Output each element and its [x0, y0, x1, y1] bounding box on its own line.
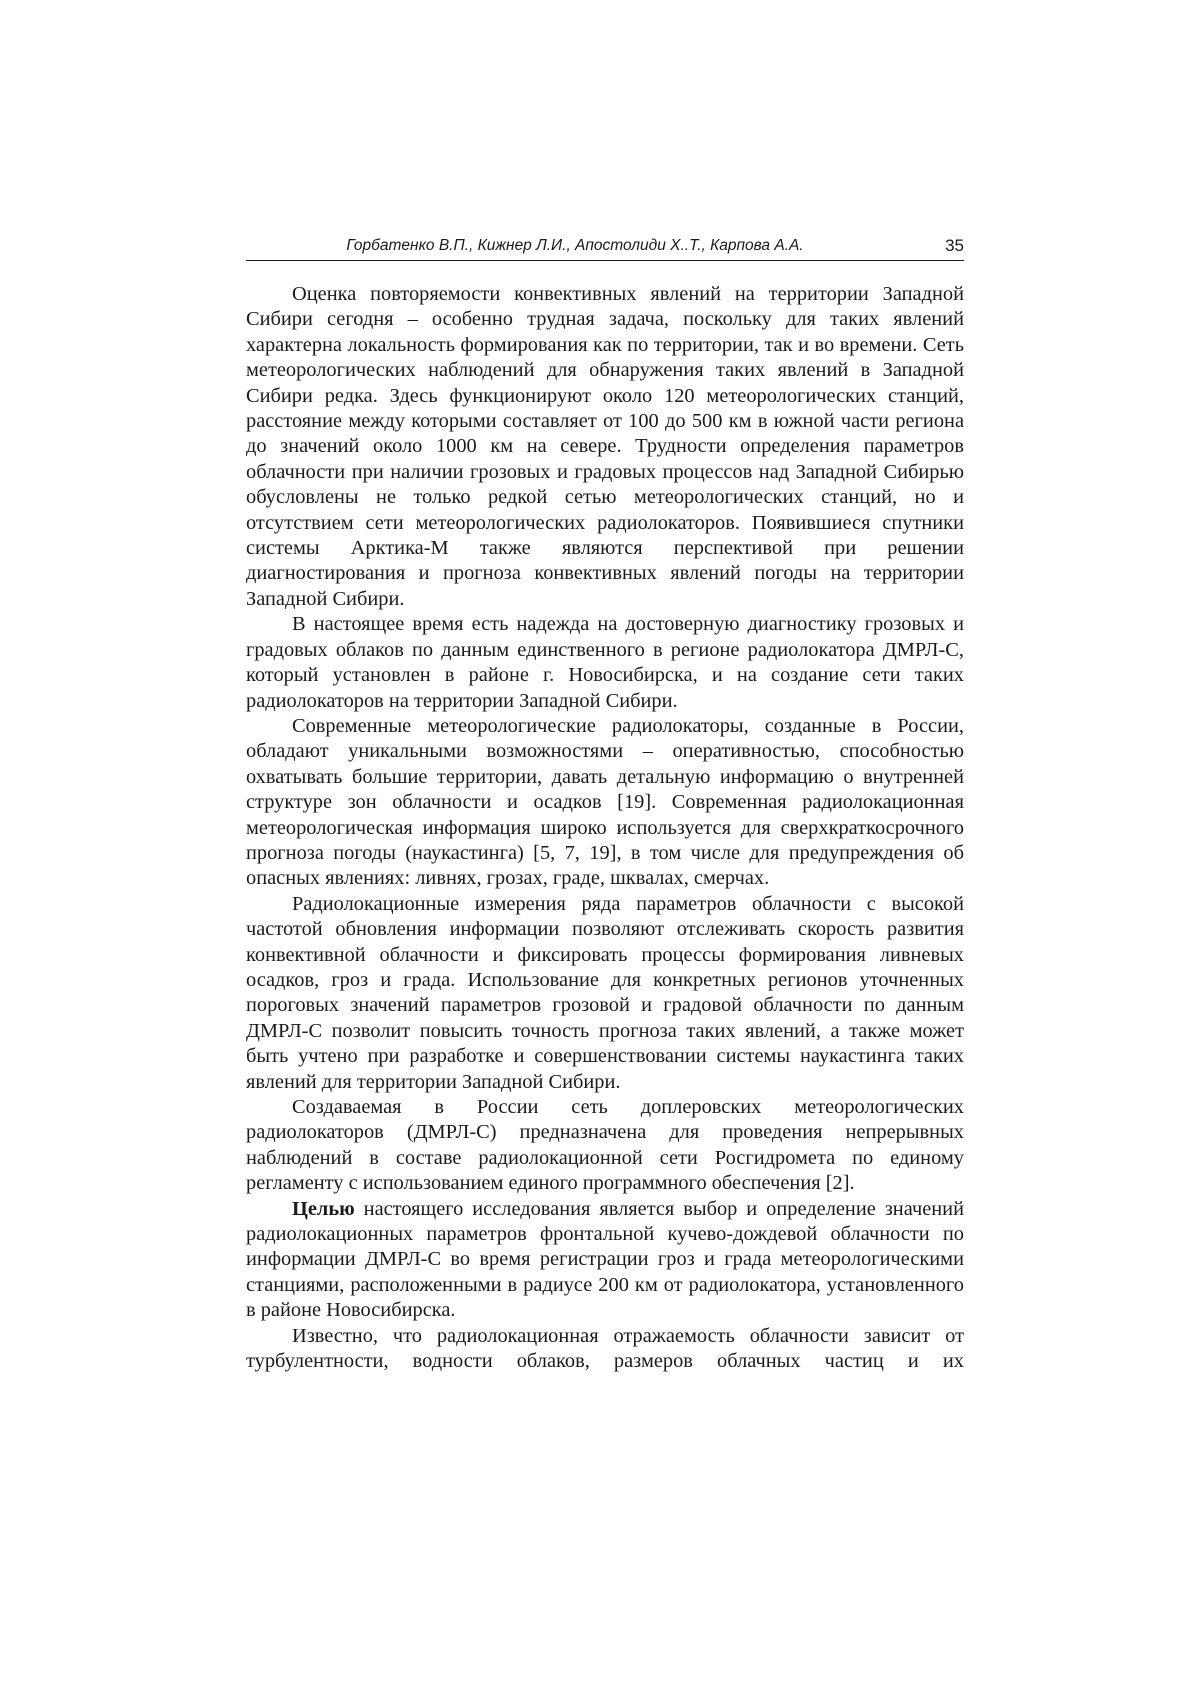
paragraph-1: Оценка повторяемости конвективных явлений на территории Западной Сибири сегодня – особенно трудная задача, поскольку для таких явлений характерна локальность формирования как по территории, так и во времени. Сеть метеорологических наблюдений для обнаружения таких явлений в Западной Сибири редка. Здесь функционируют около 120 метеорологических станций, расстояние между которыми составляет от 100 до 500 км в южной части региона до значений около 1000 км на севере. Трудности определения параметров облачности при наличии грозовых и градовых процессов над Западной Сибирью обусловлены не только редкой сетью метеорологических станций, но и отсутствием сети метеорологических радиолокаторов. Появившиеся спутники системы Арктика-М также являются перспективой при решении диагностирования и прогноза конвективных явлений погоды на территории Западной Сибири. — [246, 283, 964, 610]
page-number: 35 — [945, 236, 964, 255]
paragraph-6 — [246, 1197, 964, 1324]
paragraph-3: Современные метеорологические радиолокаторы, созданные в России, обладают уникальными возможностями – оперативностью, способностью охватывать большие территории, давать детальную информацию о внутренней структуре зон облачности и осадков [19]. Современная радиолокационная метеорологическая информация широко используется для сверхкраткосрочного прогноза погоды (наукастинга) [5, 7, 19], в том числе для предупреждения об опасных явлениях: ливнях, грозах, граде, шквалах, смерчах. — [246, 714, 964, 890]
paragraph-5: Создаваемая в России сеть доплеровских метеорологических радиолокаторов (ДМРЛ-С) предназначена для проведения непрерывных наблюдений в составе радиолокационной сети Росгидромета по единому регламенту с использованием единого программного обеспечения [2]. — [246, 1096, 964, 1195]
paragraph-2: В настоящее время есть надежда на достоверную диагностику грозовых и градовых облаков по данным единственного в регионе радиолокатора ДМРЛ-С, который установлен в районе г. Новосибирска, и на создание сети таких радиолокаторов на территории Западной Сибири. — [246, 613, 964, 712]
running-head: Горбатенко В.П., Кижнер Л.И., Апостолиди Х..Т., Карпова А.А. — [346, 237, 804, 254]
paragraph-7: Известно, что радиолокационная отражаемость облачности зависит от турбулентности, водности облаков, размеров облачных частиц и их — [246, 1324, 964, 1373]
paragraph-4: Радиолокационные измерения ряда параметров облачности с высокой частотой обновления информации позволяют отслеживать скорость развития конвективной облачности и фиксировать процессы формирования ливневых осадков, гроз и града. Использование для конкретных регионов уточненных пороговых значений параметров грозовой и градовой облачности по данным ДМРЛ-С позволит повысить точность прогноза таких явлений, а также может быть учтено при разработке и совершенствовании системы наукастинга таких явлений для территории Западной Сибири. — [246, 892, 964, 1093]
goal-term: Целью — [292, 1197, 355, 1220]
body-text — [246, 282, 964, 1374]
paragraph-6-text: настоящего исследования является выбор и определение значений радиолокационных параметров фронтальной кучево-дождевой облачности по информации ДМРЛ-С во время регистрации гроз и града метеорологическими станциями, расположенными в радиусе 200 км от радиолокатора, установленного в районе Новосибирска. — [246, 1197, 964, 1322]
page-header — [246, 236, 964, 261]
